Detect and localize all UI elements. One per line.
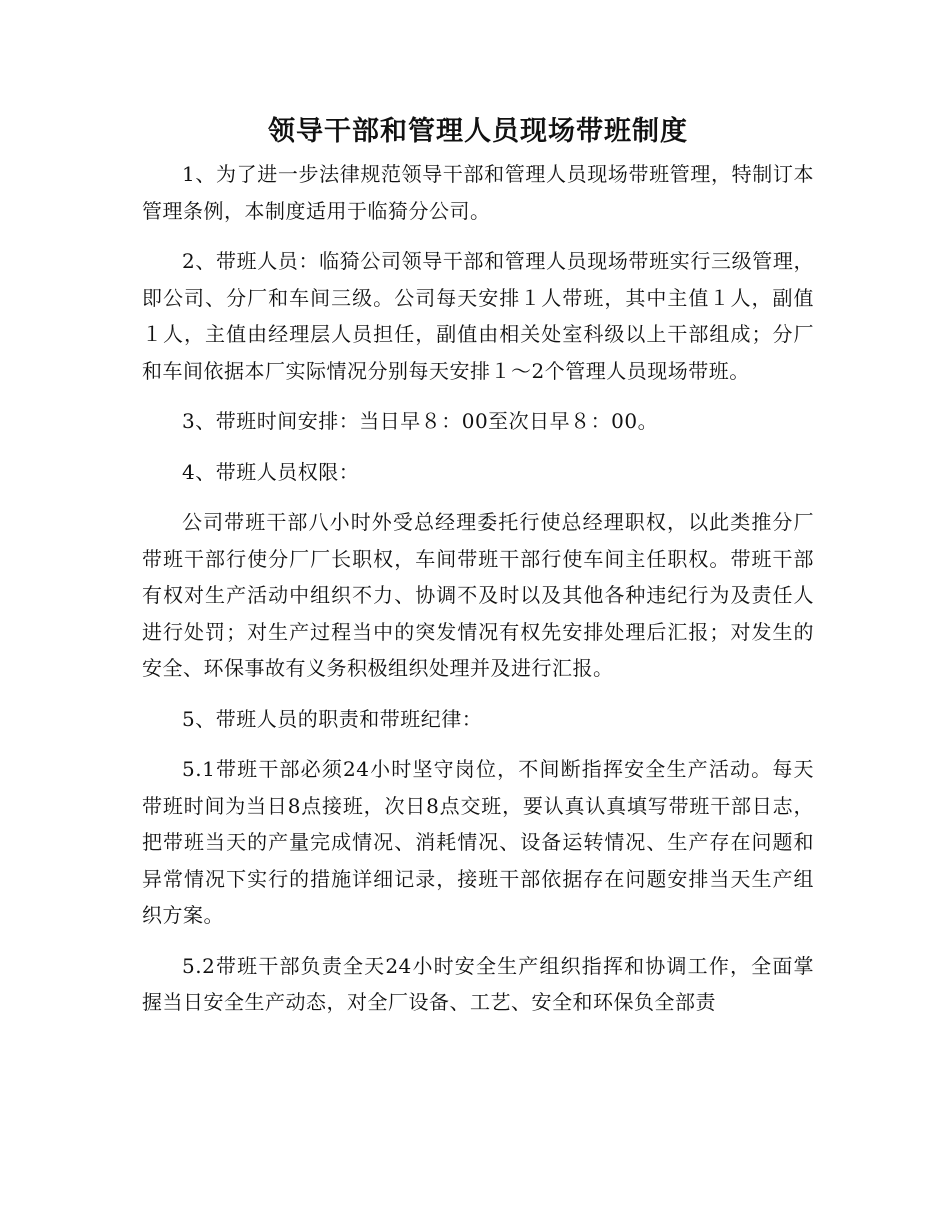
paragraph-1-purpose: 1、为了进一步法律规范领导干部和管理人员现场带班管理，特制订本管理条例，本制度适用于临猗分公司。 (142, 162, 814, 223)
paragraph-2-personnel: 2、带班人员：临猗公司领导干部和管理人员现场带班实行三级管理，即公司、分厂和车间三级。公司每天安排１人带班，其中主值１人，副值１人，主值由经理层人员担任，副值由相关处室科级以上干部组成；分厂和车间依据本厂实际情况分别每天安排１～2个管理人员现场带班。 (142, 249, 814, 383)
paragraph-5-duties-heading: 5、带班人员的职责和带班纪律： (182, 706, 483, 731)
paragraph-4-authority-heading: 4、带班人员权限： (182, 459, 360, 484)
paragraph-5-2: 5.2带班干部负责全天24小时安全生产组织指挥和协调工作，全面掌握当日安全生产动态，对全厂设备、工艺、安全和环保负全部责 (142, 953, 814, 1014)
document-title: 领导干部和管理人员现场带班制度 (268, 116, 688, 147)
document-body (142, 110, 814, 1035)
paragraph-5-1: 5.1带班干部必须24小时坚守岗位，不间断指挥安全生产活动。每天带班时间为当日8点接班，次日8点交班，要认真认真填写带班干部日志，把带班当天的产量完成情况、消耗情况、设备运转情况、生产存在问题和异常情况下实行的措施详细记录，接班干部依据存在问题安排当天生产组织方案。 (142, 757, 814, 927)
paragraph-authority-body: 公司带班干部八小时外受总经理委托行使总经理职权，以此类推分厂带班干部行使分厂厂长职权，车间带班干部行使车间主任职权。带班干部有权对生产活动中组织不力、协调不及时以及其他各种违纪行为及责任人进行处罚；对生产过程当中的突发情况有权先安排处理后汇报；对发生的安全、环保事故有义务积极组织处理并及进行汇报。 (142, 510, 814, 680)
paragraph-3-schedule: 3、带班时间安排：当日早８：00至次日早８：00。 (182, 409, 659, 433)
